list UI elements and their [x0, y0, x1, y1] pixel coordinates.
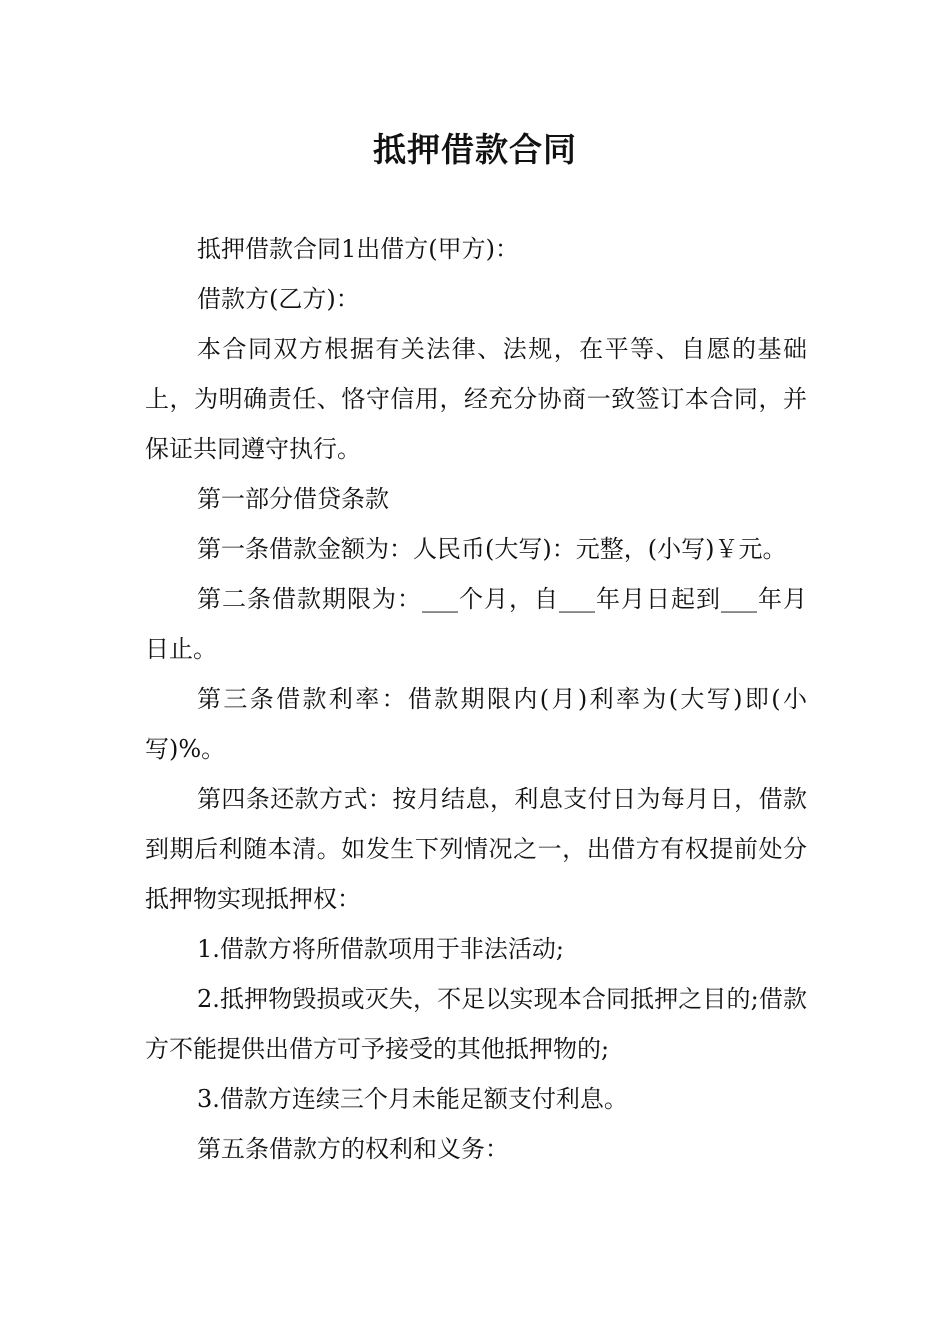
document-body [145, 224, 807, 1174]
list-item-1: 1.借款方将所借款项用于非法活动; [197, 935, 564, 963]
paragraph-borrower: 借款方(乙方)： [197, 285, 360, 313]
list-item-2: 2.抵押物毁损或灭失，不足以实现本合同抵押之目的;借款方不能提供出借方可予接受的其他抵押物的; [145, 985, 807, 1063]
paragraph-lender: 抵押借款合同1出借方(甲方)： [197, 235, 519, 263]
article-5-rights: 第五条借款方的权利和义务： [197, 1135, 509, 1163]
document-title: 抵押借款合同 [373, 130, 577, 169]
article-4-repayment: 第四条还款方式：按月结息，利息支付日为每月日，借款到期后利随本清。如发生下列情况之一，出借方有权提前处分抵押物实现抵押权： [145, 785, 807, 913]
article-3-interest: 第三条借款利率：借款期限内(月)利率为(大写)即(小写)%。 [145, 685, 807, 763]
paragraph-preamble: 本合同双方根据有关法律、法规，在平等、自愿的基础上，为明确责任、恪守信用，经充分协商一致签订本合同，并保证共同遵守执行。 [145, 335, 807, 463]
section-heading-part-one: 第一部分借贷条款 [197, 485, 389, 513]
article-2-term: 第二条借款期限为：___个月，自___年月日起到___年月日止。 [145, 585, 807, 663]
list-item-3: 3.借款方连续三个月未能足额支付利息。 [197, 1085, 628, 1113]
article-1-amount: 第一条借款金额为：人民币(大写)：元整，(小写)￥元。 [197, 535, 787, 563]
